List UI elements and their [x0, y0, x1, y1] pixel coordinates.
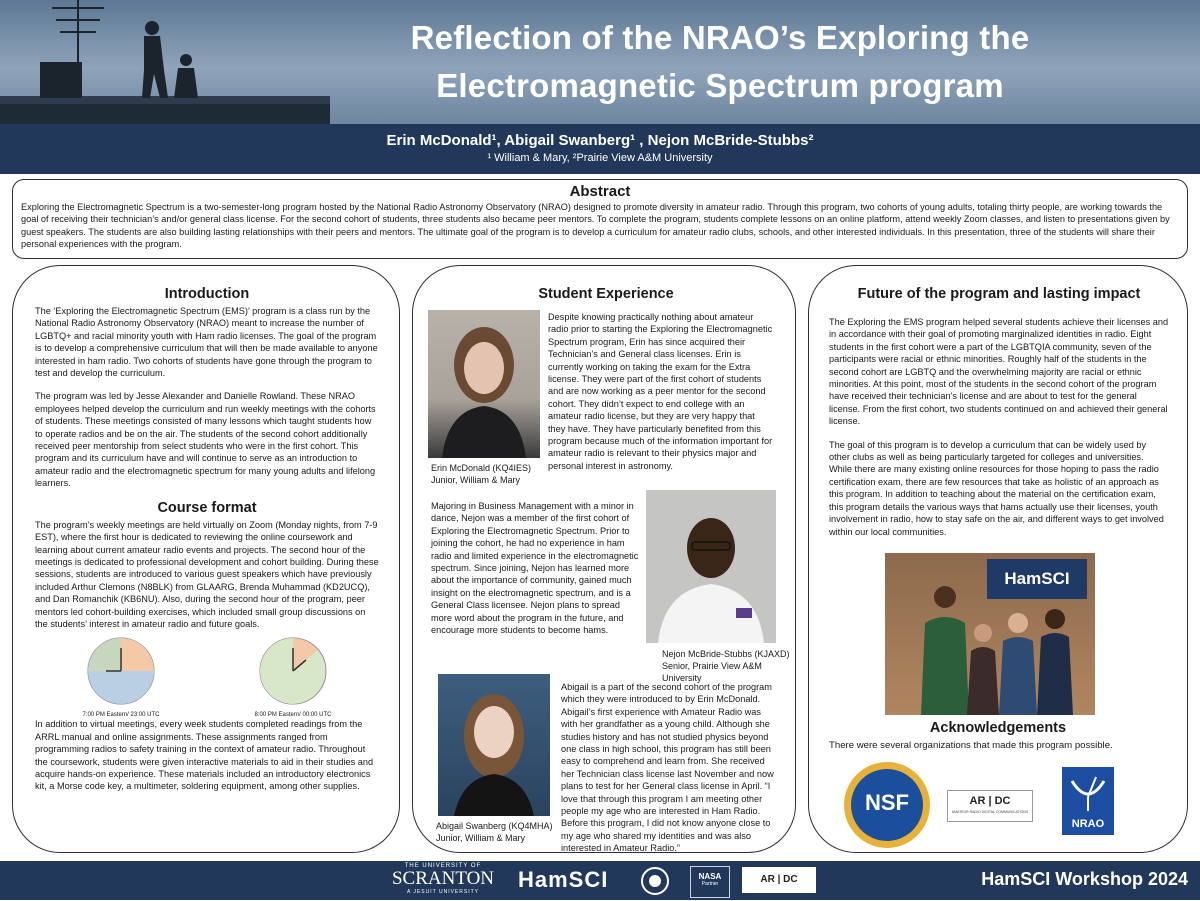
ardc-footer-logo: AR | DC — [742, 867, 816, 893]
abigail-photo — [438, 674, 550, 816]
clock-caption-1: 7:00 PM Eastern/ 23:00 UTC — [82, 712, 160, 719]
future-heading: Future of the program and lasting impact — [857, 286, 1141, 302]
erin-caption-school: Junior, William & Mary — [431, 475, 521, 485]
hamsci-footer-logo: HamSCI — [518, 867, 609, 892]
affiliations: ¹ William & Mary, ²Prairie View A&M University — [487, 152, 713, 164]
course-format-paragraph-2: In addition to virtual meetings, every week students completed readings from the ARRL manual and online assignments. These assignments ranged from programming radios to safety training in the context of amateur radio. Throughout the coursework, students were given interactive materials to aid in their studies and acquire hands-on experience. These materials included an introductory electronics kit, a Morse code key, a multimeter, soldering equipment, among other supplies. — [35, 719, 374, 792]
authors: Erin McDonald¹, Abigail Swanberg¹ , Nejon McBride-Stubbs² — [386, 132, 814, 149]
introduction-paragraph-1: The ‘Exploring the Electromagnetic Spectrum (EMS)’ program is a class run by the National Radio Astronomy Observatory (NRAO) meant to increase the number of LGBTQ+ and racial minority youth with Ham radio licenses. The goal of the program is to develop a comprehensive curriculum that will then be made available to anyone interested in ham radio. Two cohorts of students have gone through the program to test and develop the curriculum. — [35, 306, 378, 379]
introduction-paragraph-2: The program was led by Jesse Alexander and Danielle Rowland. These NRAO employees helped develop the curriculum and run weekly meetings with the cohorts of students. These meetings consisted of many lessons which taught students how to operate radios and be on the air. The students of the second cohort additionally received peer mentorship from select students who were in the first cohort. This program and its curriculum have and will continue to serve as an introduction to amateur radio and the electromagnetic spectrum for many young adults and lifelong learners. — [35, 391, 376, 489]
portrait-icon — [646, 490, 776, 643]
nsf-logo — [842, 760, 932, 850]
abigail-text: Abigail is a part of the second cohort of the program which they were introduced to by Erin McDonald. Abigail’s first experience with Amateur Radio was with her grandfather as a young child. Although she studies history and has not studied physics beyond one class in high school, this program has still been easy to comprehend and learn from. She received her Technician class license last November and now plans to test for her General class license in April. “I love that through this program I am meeting other people my age who are interested in Ham Radio. Before this program, I did not know anyone close to my age who shared my identities and was also interested in Amateur Radio.” — [561, 682, 774, 854]
footer-bar — [0, 861, 1200, 900]
nrao-logo — [1062, 767, 1114, 835]
clock-icon — [258, 636, 328, 706]
introduction-column — [12, 265, 400, 853]
portrait-icon — [428, 310, 540, 458]
nasa-logo-text: NASA — [698, 872, 722, 881]
erin-photo — [428, 310, 540, 458]
nsf-footer-logo — [640, 866, 670, 896]
poster-title — [340, 14, 1100, 110]
group-photo — [885, 553, 1095, 715]
author-bar — [0, 124, 1200, 174]
scranton-sub: A JESUIT UNIVERSITY — [407, 889, 479, 895]
header-banner — [0, 0, 1200, 124]
erin-caption — [431, 462, 551, 486]
clock-icon — [86, 636, 156, 706]
abigail-caption-school: Junior, William & Mary — [436, 833, 526, 843]
group-people-icon — [885, 553, 1095, 715]
nejon-caption — [662, 648, 796, 684]
ardc-logo-text: AR | DC — [969, 795, 1011, 807]
introduction-heading: Introduction — [164, 286, 250, 302]
nasa-partner-text: Partner — [701, 881, 719, 887]
nejon-caption-school: Senior, Prairie View A&M University — [662, 661, 762, 683]
clock-second-hour — [213, 636, 373, 719]
clock-first-hour — [41, 636, 201, 719]
student-experience-heading: Student Experience — [538, 286, 674, 302]
acknowledgements-text: There were several organizations that made this program possible. — [829, 740, 1113, 751]
nsf-footer-icon — [640, 866, 670, 896]
acknowledgements-heading: Acknowledgements — [929, 720, 1067, 736]
ardc-logo — [947, 790, 1033, 822]
abstract-box — [12, 179, 1188, 259]
erin-text: Despite knowing practically nothing about amateur radio prior to starting the Exploring the Electromagnetic Spectrum program, Erin has since acquired their Technician’s and General class licenses. Erin is currently working on taking the exam for the Extra license. They were part of the first cohort of students and are now working as a peer mentor for the second cohort. They didn’t expect to end college with an amateur radio license, but they are very happy that they have. They have particularly benefited from this program because much of the information important for amateur radio is relevant to their physics major and personal interest in astronomy. — [548, 312, 773, 471]
scranton-main: SCRANTON — [391, 868, 495, 889]
abstract-heading: Abstract — [569, 183, 631, 200]
abigail-caption-name: Abigail Swanberg (KQ4MHA) — [436, 821, 553, 831]
scranton-logo — [384, 863, 502, 895]
nejon-caption-name: Nejon McBride-Stubbs (KJAXD) — [662, 649, 790, 659]
radio-dish-icon — [1062, 767, 1114, 817]
nasa-partner-logo — [690, 866, 730, 898]
scranton-top: THE UNIVERSITY OF — [404, 863, 482, 869]
poster-title-line2: Electromagnetic Spectrum program — [436, 67, 1004, 104]
course-format-heading: Course format — [157, 499, 257, 516]
hamsci-banner: HamSCI — [987, 559, 1087, 599]
nejon-text: Majoring in Business Management with a minor in dance, Nejon was a member of the first cohort of Exploring the Electromagnetic Spectrum. Prior to joining the cohort, he had no experience in ham radio and limited experience in the electromagnetic spectrum. Since joining, Nejon has learned more about the importance of community, gained much insight on the electromagnetic spectrum, and is a General Class licensee. Nejon plans to spread more word about the program in the future, and encourage more students to become hams. — [431, 501, 639, 636]
course-format-paragraph-1: The program’s weekly meetings are held virtually on Zoom (Monday nights, from 7-9 EST), where the first hour is dedicated to reviewing the online coursework and learning about current amateur radio events and projects. The second hour of the meetings is dedicated to professional development and cohort building. During these sessions, students are introduced to various guest speakers which have previously included Arthur Clemons (N8BLK) from GLAARG, Brenda Muhammad (KD2UCQ), and Dan Romanchik (KB6NU). Also, during the second hour of the program, peer mentors led cohort-building exercises, which included small group discussions on the students’ interest in amateur radio and future goals. — [35, 519, 379, 629]
nsf-logo-text: NSF — [865, 790, 909, 815]
workshop-label: HamSCI Workshop 2024 — [981, 869, 1188, 889]
future-paragraph-2: The goal of this program is to develop a curriculum that can be widely used by other clubs as well as being particularly targeted for colleges and universities. While there are many existing online resources for those hoping to pass the radio certification exam, there are few resources that take as holistic of an approach as this program. In addition to teaching about the material on the certification exam, this program details the various ways that hams actually use their licenses, youth involvement in radio, how to stay safe on the air, and different ways to get involved within our local communities. — [829, 439, 1164, 537]
abigail-caption — [436, 820, 566, 844]
erin-caption-name: Erin McDonald (KQ4IES) — [431, 463, 532, 473]
nrao-logo-text: NRAO — [1071, 818, 1105, 830]
clock-caption-2: 8:00 PM Eastern/ 00:00 UTC — [254, 712, 332, 719]
silhouette-scene-icon — [0, 0, 330, 124]
ardc-logo-subtext: AMATEUR RADIO DIGITAL COMMUNICATIONS — [951, 810, 1029, 814]
nejon-photo — [646, 490, 776, 643]
schedule-clocks — [35, 636, 379, 719]
poster-title-line1: Reflection of the NRAO’s Exploring the — [410, 19, 1030, 56]
portrait-icon — [438, 674, 550, 816]
abstract-text: Exploring the Electromagnetic Spectrum is a two-semester-long program hosted by the National Radio Astronomy Observatory (NRAO) designed to promote diversity in amateur radio. Through this program, two cohorts of young adults, totaling thirty people, are working towards the goal of receiving their technician’s and/or general class license. For the second cohort of students, three students also became peer mentors. To complete the program, students complete lessons on an online platform, attend weekly Zoom classes, and listen to presentations given by guest speakers. The students are also building lasting relationships with their peers and mentors. The ultimate goal of the program is to develop a curriculum for amateur radio clubs, schools, and other interested individuals. In this presentation, three of the students will share their personal experiences with the program. — [21, 202, 1170, 249]
future-paragraph-1: The Exploring the EMS program helped several students achieve their licenses and in accordance with their goal of promoting marginalized identities in radio. Eight students in the first cohort were a part of the LGBTQIA community, seven of the participants were racial or ethnic minorities. Roughly half of the students in the second cohort are LGBTQ and the overwhelming majority are racial or ethnic minorities. At this point, most of the students in the second cohort of the program have received their technician’s license and are about to test for the general license. From the first cohort, two students continued on and achieved their general license. — [829, 317, 1169, 427]
